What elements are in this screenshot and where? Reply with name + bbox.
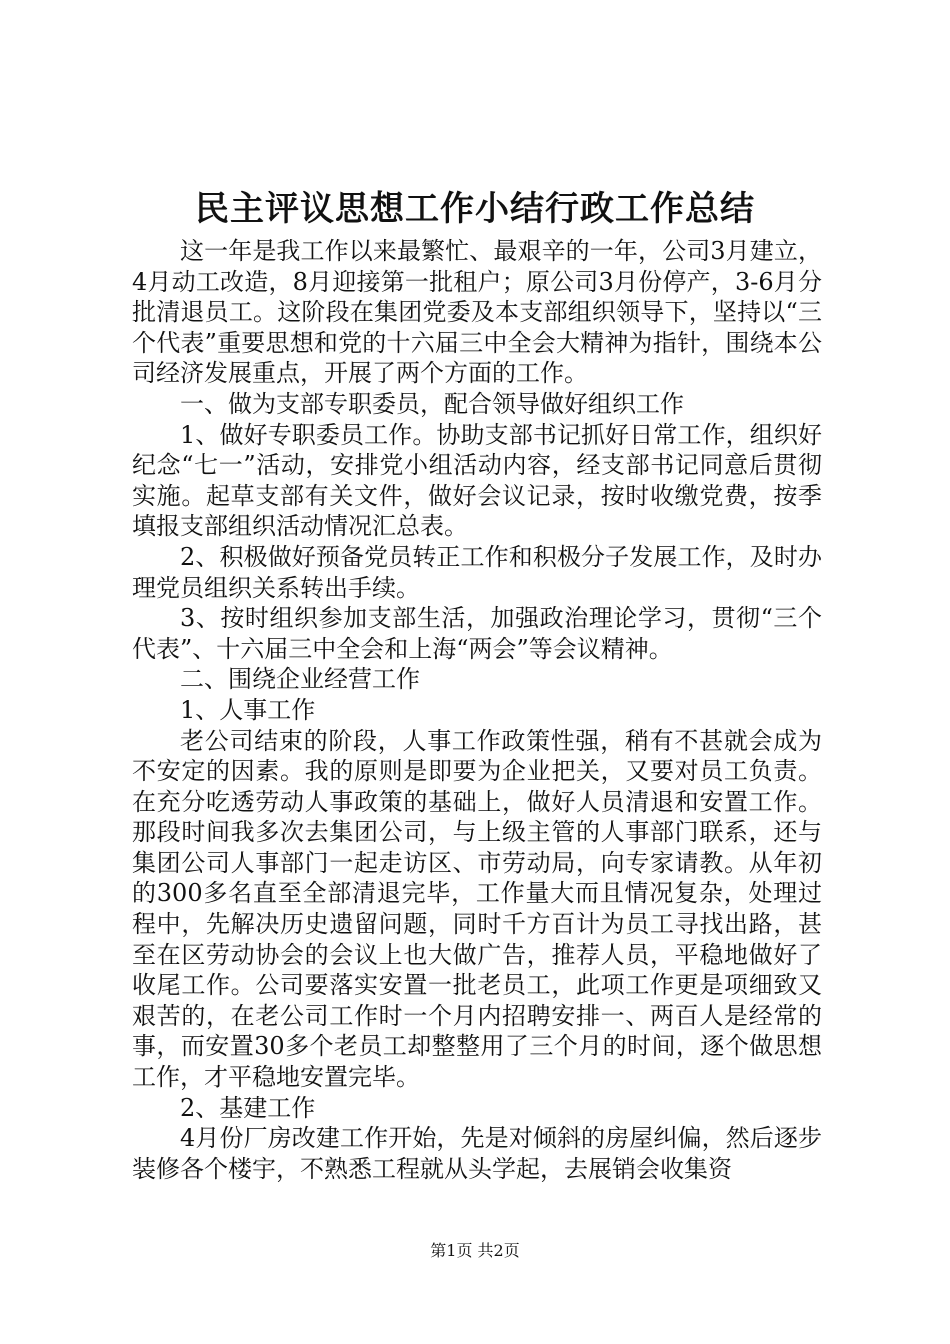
subheading-construction: 2、基建工作	[180, 1093, 316, 1122]
section-heading-2: 二、围绕企业经营工作	[180, 665, 420, 694]
document-title: 民主评议思想工作小结行政工作总结	[195, 189, 755, 229]
paragraph-construction: 4月份厂房改建工作开始，先是对倾斜的房屋纠偏，然后逐步装修各个楼宇，不熟悉工程就从头学起，去展销会收集资	[132, 1124, 822, 1183]
paragraph-personnel: 老公司结束的阶段，人事工作政策性强，稍有不甚就会成为不安定的因素。我的原则是即要为企业把关，又要对员工负责。在充分吃透劳动人事政策的基础上，做好人员清退和安置工作。那段时间我多次去集团公司，与上级主管的人事部门联系，还与集团公司人事部门一起走访区、市劳动局，向专家请教。从年初的300多名直至全部清退完毕，工作量大而且情况复杂，处理过程中，先解决历史遗留问题，同时千方百计为员工寻找出路，甚至在区劳动协会的会议上也大做广告，推荐人员，平稳地做好了收尾工作。公司要落实安置一批老员工，此项工作更是项细致又艰苦的，在老公司工作时一个月内招聘安排一、两百人是经常的事，而安置30多个老员工却整整用了三个月的时间，逐个做思想工作，才平稳地安置完毕。	[132, 726, 822, 1092]
document-body	[132, 236, 822, 1184]
section-heading-1: 一、做为支部专职委员，配合领导做好组织工作	[180, 389, 684, 418]
subheading-personnel: 1、人事工作	[180, 695, 316, 724]
paragraph-item-2: 2、积极做好预备党员转正工作和积极分子发展工作，及时办理党员组织关系转出手续。	[132, 542, 822, 602]
page-number-footer: 第1页 共2页	[430, 1241, 520, 1260]
paragraph-item-1: 1、做好专职委员工作。协助支部书记抓好日常工作，组织好纪念“七一”活动，安排党小组活动内容，经支部书记同意后贯彻实施。起草支部有关文件，做好会议记录，按时收缴党费，按季填报支部组织活动情况汇总表。	[132, 420, 822, 541]
paragraph-intro: 这一年是我工作以来最繁忙、最艰辛的一年，公司3月建立，4月动工改造，8月迎接第一批租户；原公司3月份停产，3-6月分批清退员工。这阶段在集团党委及本支部组织领导下，坚持以“三个代表”重要思想和党的十六届三中全会大精神为指针，围绕本公司经济发展重点，开展了两个方面的工作。	[132, 237, 822, 388]
paragraph-item-3: 3、按时组织参加支部生活，加强政治理论学习，贯彻“三个代表”、十六届三中全会和上海“两会”等会议精神。	[132, 604, 822, 663]
